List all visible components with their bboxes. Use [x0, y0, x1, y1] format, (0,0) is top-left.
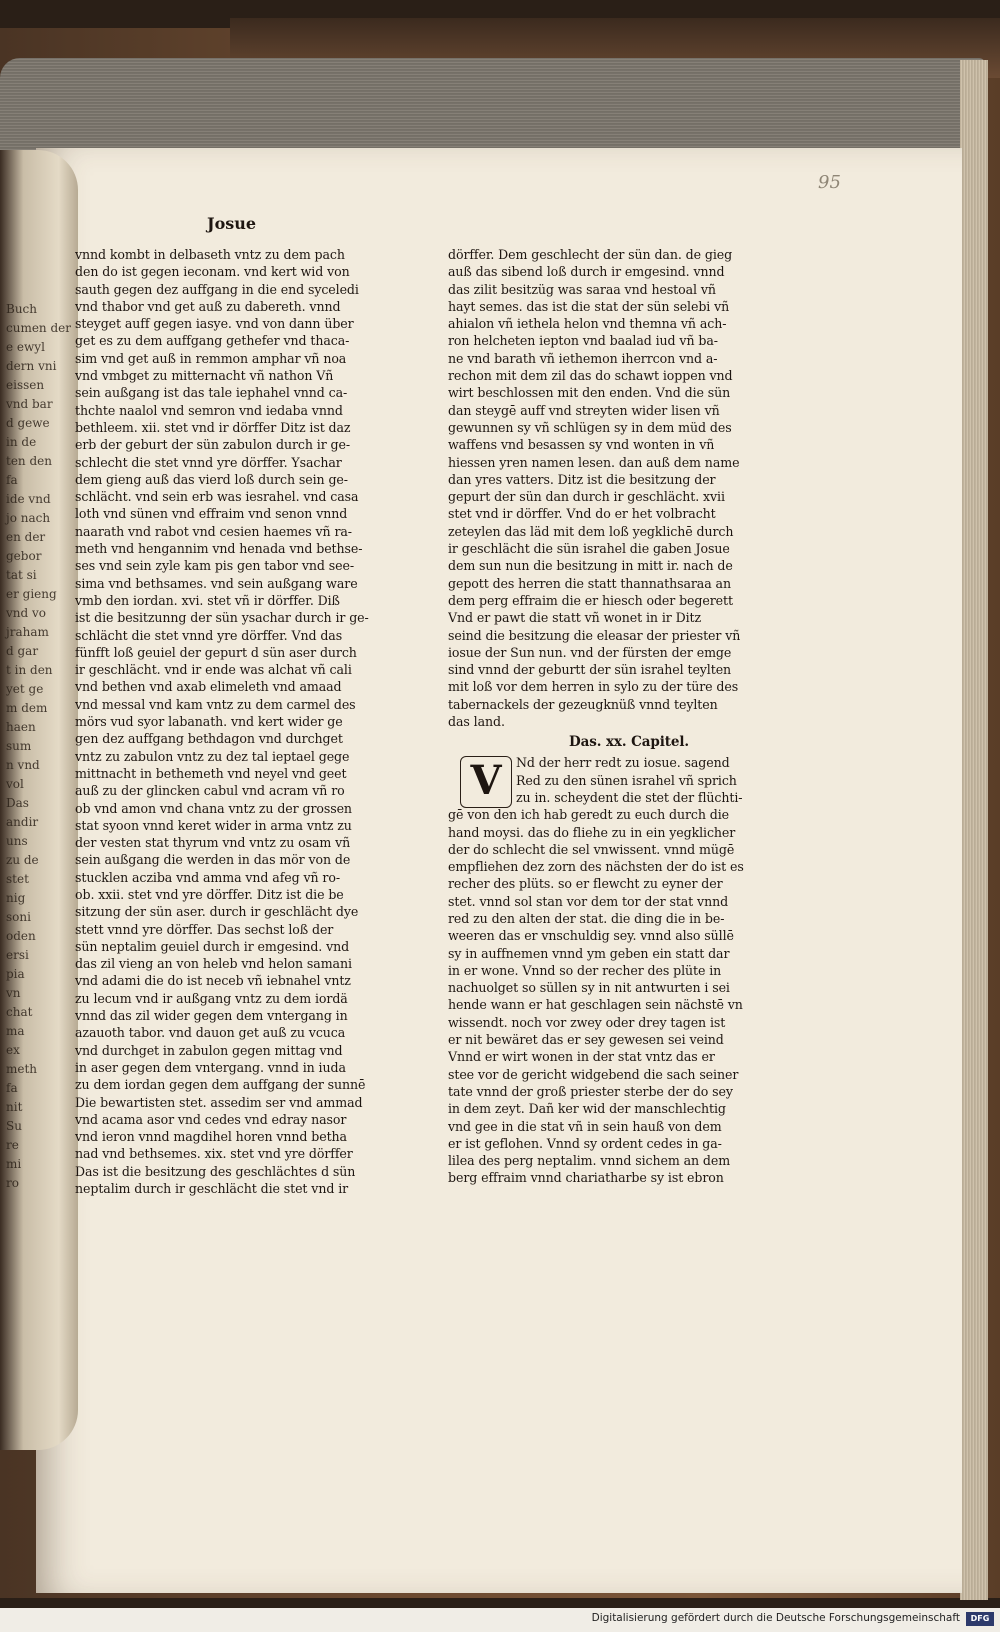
text-line: sima vnd bethsames. vnd sein außgang ware	[75, 575, 358, 591]
text-line: gepurt der sün dan durch ir geschlächt. xvii	[448, 489, 725, 505]
text-line: mittnacht in bethemeth vnd neyel vnd geet	[75, 765, 347, 781]
left-page-fragment: chat	[6, 1005, 33, 1019]
left-page-fragment: andir	[6, 815, 39, 829]
text-line: vnd bethen vnd axab elimeleth vnd amaad	[75, 679, 342, 695]
chapter-body	[448, 754, 770, 1186]
left-page-fragment: pia	[6, 967, 25, 981]
right-text-column	[448, 246, 770, 1187]
text-line: neptalim durch ir geschlächt die stet vnd ir	[75, 1181, 349, 1197]
left-page-fragment: fa	[6, 473, 18, 487]
left-page-fragment: dern vni	[6, 359, 57, 373]
left-page-curl	[0, 150, 78, 1450]
text-line: ses vnd sein zyle kam pis gen tabor vnd see-	[75, 558, 354, 574]
text-line: berg effraim vnnd chariatharbe sy ist ebron	[448, 1170, 724, 1186]
left-page-fragment: re	[6, 1138, 19, 1152]
dfg-logo: DFG	[966, 1612, 994, 1626]
text-line: red zu den alten der stat. die ding die in be-	[448, 910, 725, 926]
left-page-fragment: ro	[6, 1176, 19, 1190]
text-line: tabernackels der gezeugknüß vnnd teylten	[448, 696, 718, 712]
text-line: stet. vnnd sol stan vor dem tor der stat vnnd	[448, 893, 729, 909]
text-line: zeteylen das läd mit dem loß yegklichē durch	[448, 523, 734, 539]
text-line: zu lecum vnd ir außgang vntz zu dem iordä	[75, 990, 348, 1006]
left-page-fragment: ma	[6, 1024, 25, 1038]
text-line: meth vnd hengannim vnd henada vnd bethse-	[75, 541, 363, 557]
fore-edge	[960, 60, 988, 1600]
left-page-fragment: d gar	[6, 644, 39, 658]
text-line: stee vor de gericht widgebend die sach seiner	[448, 1066, 739, 1082]
text-line: schlächt die stet vnnd yre dörffer. Vnd das	[75, 627, 343, 643]
text-line: dem sun nun die besitzung in mitt ir. nach de	[448, 558, 733, 574]
text-line: in aser gegen dem vntergang. vnnd in iuda	[75, 1059, 346, 1075]
text-line: stat syoon vnnd keret wider in arma vntz zu	[75, 817, 352, 833]
text-line: steyget auff gegen iasye. vnd von dann über	[75, 316, 354, 332]
text-line: hiessen yren namen lesen. dan auß dem name	[448, 454, 740, 470]
text-line: vnd thabor vnd get auß zu dabereth. vnnd	[75, 298, 341, 314]
text-line: Das ist die besitzung des geschlächtes d sün	[75, 1163, 356, 1179]
left-page-fragment: yet ge	[6, 682, 44, 696]
text-line: waffens vnd besassen sy vnd wonten in vñ	[448, 437, 715, 453]
text-line: vmb den iordan. xvi. stet vñ ir dörffer. Diß	[75, 592, 340, 608]
text-line: hayt semes. das ist die stat der sün selebi vñ	[448, 298, 730, 314]
left-page-fragment: jraham	[6, 625, 49, 639]
page-edges	[0, 58, 985, 158]
text-line: in er wone. Vnnd so der recher des plüte in	[448, 962, 722, 978]
left-page-fragment: vnd bar	[6, 397, 53, 411]
text-line: vnd acama asor vnd cedes vnd edray nasor	[75, 1111, 347, 1127]
text-line: ob vnd amon vnd chana vntz zu der grossen	[75, 800, 352, 816]
text-line: gē von den ich hab geredt zu euch durch die	[448, 807, 730, 823]
text-line: empfliehen dez zorn des nächsten der do ist es	[448, 859, 744, 875]
text-line: mit loß vor dem herren in sylo zu der türe des	[448, 679, 739, 695]
text-line: wissendt. noch vor zwey oder drey tagen ist	[448, 1014, 726, 1030]
text-line: loth vnd sünen vnd effraim vnd senon vnnd	[75, 506, 348, 522]
left-page-fragment: Su	[6, 1119, 22, 1133]
text-line: vnd gee in die stat vñ in sein hauß von dem	[448, 1118, 722, 1134]
left-page-fragment: ten den	[6, 454, 52, 468]
text-line: das land.	[448, 714, 505, 730]
text-line: gen dez auffgang bethdagon vnd durchget	[75, 731, 343, 747]
text-line: fünfft loß geuiel der gepurt d sün aser durch	[75, 644, 357, 660]
text-line: recher des plüts. so er flewcht zu eyner der	[448, 876, 723, 892]
text-line: sauth gegen dez auffgang in die end syceledi	[75, 281, 359, 297]
chapter-text	[448, 754, 770, 1186]
text-line: seind die besitzung die eleasar der priester vñ	[448, 627, 741, 643]
left-page-fragment: en der	[6, 530, 46, 544]
text-line: weeren das er vnschuldig sey. vnnd also süllē	[448, 928, 734, 944]
text-line: dan yres vatters. Ditz ist die besitzung der	[448, 471, 716, 487]
text-line: sein außgang ist das tale iephahel vnnd ca-	[75, 385, 348, 401]
text-line: sitzung der sün aser. durch ir geschlächt dye	[75, 904, 359, 920]
left-page-fragment: cumen der	[6, 321, 71, 335]
left-page-fragment: e ewyl	[6, 340, 45, 354]
text-line: wirt beschlossen mit den enden. Vnd die sün	[448, 385, 731, 401]
text-line: vnd messal vnd kam vntz zu dem carmel des	[75, 696, 356, 712]
text-line: zu dem iordan gegen dem auffgang der sunnē	[75, 1077, 366, 1093]
left-page-fragment: Buch	[6, 302, 37, 316]
text-line: ir geschlächt. vnd ir ende was alchat vñ cali	[75, 662, 352, 678]
left-page-fragment: sum	[6, 739, 32, 753]
text-line: in dem zeyt. Dañ ker wid der manschlechtig	[448, 1101, 726, 1117]
left-page-fragment: m dem	[6, 701, 48, 715]
running-head: Josue	[207, 214, 257, 233]
text-line: Vnd er pawt die statt vñ wonet in ir Ditz	[448, 610, 701, 626]
left-page-fragment: haen	[6, 720, 36, 734]
left-page-fragment: tat si	[6, 568, 37, 582]
text-line: schlecht die stet vnnd yre dörffer. Ysachar	[75, 454, 342, 470]
text-line: auß das sibend loß durch ir emgesind. vnnd	[448, 264, 725, 280]
text-line: ahialon vñ iethela helon vnd themna vñ ach-	[448, 316, 727, 332]
left-page-fragment: zu de	[6, 853, 39, 867]
text-line: ir geschlächt die sün israhel die gaben Josue	[448, 541, 730, 557]
left-page-fragment: uns	[6, 834, 28, 848]
text-line: azauoth tabor. vnd dauon get auß zu vcuca	[75, 1025, 346, 1041]
left-page-fragment: vn	[6, 986, 21, 1000]
left-page-fragment: ex	[6, 1043, 20, 1057]
text-line: vnd ieron vnnd magdihel horen vnnd betha	[75, 1129, 347, 1145]
left-page-fragment: er gieng	[6, 587, 57, 601]
text-line: sim vnd get auß in remmon amphar vñ noa	[75, 350, 347, 366]
text-line: dan steygē auff vnd streyten wider lisen vñ	[448, 402, 720, 418]
text-line: hende wann er hat geschlagen sein nächstē vn	[448, 997, 743, 1013]
text-line: Die bewartisten stet. assedim ser vnd ammad	[75, 1094, 363, 1110]
text-line: der do schlecht die sel vnwissent. vnnd mügē	[448, 841, 735, 857]
left-page-fragment: mi	[6, 1157, 22, 1171]
text-line: stett vnnd yre dörffer. Das sechst loß der	[75, 921, 334, 937]
left-text-column	[75, 246, 405, 1197]
footer-bar	[0, 1608, 1000, 1632]
left-page-fragment: ide vnd	[6, 492, 51, 506]
text-line: sün neptalim geuiel durch ir emgesind. vnd	[75, 938, 350, 954]
text-line: erb der geburt der sün zabulon durch ir ge-	[75, 437, 350, 453]
text-line: der vesten stat thyrum vnd vntz zu osam vñ	[75, 835, 351, 851]
text-line: den do ist gegen ieconam. vnd kert wid von	[75, 264, 350, 280]
text-line: sein außgang die werden in das mör von de	[75, 852, 351, 868]
left-page-fragment: stet	[6, 872, 29, 886]
left-page-fragment: Das	[6, 796, 29, 810]
text-line: ne vnd barath vñ iethemon iherrcon vnd a-	[448, 350, 718, 366]
text-line: tate vnnd der groß priester sterbe der do sey	[448, 1083, 733, 1099]
text-line: rechon mit dem zil das do schawt ioppen vnd	[448, 368, 733, 384]
left-page-fragment: vnd vo	[6, 606, 47, 620]
text-line: dörffer. Dem geschlecht der sün dan. de gieg	[448, 247, 733, 262]
text-line: sind vnnd der geburtt der sün israhel teylten	[448, 662, 732, 678]
text-line: nachuolget so süllen sy in nit antwurten i sei	[448, 980, 730, 996]
text-line: stet vnd ir dörffer. Vnd do er het volbracht	[448, 506, 716, 522]
text-line: Nd der herr redt zu iosue. sagend	[516, 755, 730, 771]
text-line: ron helcheten iepton vnd baalad iud vñ ba-	[448, 333, 718, 349]
text-line: thchte naalol vnd semron vnd iedaba vnnd	[75, 402, 343, 418]
left-page-fragment: vol	[6, 777, 24, 791]
text-line: iosue der Sun nun. vnd der fürsten der emge	[448, 644, 732, 660]
text-line: mörs vud syor labanath. vnd kert wider ge	[75, 714, 343, 730]
left-page-fragment: nig	[6, 891, 26, 905]
left-page-fragment: in de	[6, 435, 37, 449]
text-line: naarath vnd rabot vnd cesien haemes vñ ra-	[75, 523, 352, 539]
text-line: lilea des perg neptalim. vnnd sichem an dem	[448, 1153, 731, 1169]
left-page-fragments	[6, 300, 76, 1193]
text-line: ist die besitzunng der sün ysachar durch ir ge-	[75, 610, 369, 626]
text-line: dem gieng auß das vierd loß durch sein ge-	[75, 471, 348, 487]
text-line: das zilit besitzüg was saraa vnd hestoal vñ	[448, 281, 716, 297]
text-line: schlächt. vnd sein erb was iesrahel. vnd casa	[75, 489, 359, 505]
text-line: vnd vmbget zu mitternacht vñ nathon Vñ	[75, 368, 334, 384]
text-line: er ist geflohen. Vnnd sy ordent cedes in ga-	[448, 1135, 722, 1151]
text-line: ob. xxii. stet vnd yre dörffer. Ditz ist die be	[75, 886, 344, 902]
left-page-fragment: nit	[6, 1100, 23, 1114]
text-line: gewunnen sy vñ schlügen sy in dem müd des	[448, 419, 732, 435]
text-line: Vnnd er wirt wonen in der stat vntz das er	[448, 1049, 715, 1065]
left-page-fragment: eissen	[6, 378, 45, 392]
text-line: nad vnd bethsemes. xix. stet vnd yre dörffer	[75, 1146, 353, 1162]
text-line: das zil vieng an von heleb vnd helon samani	[75, 956, 352, 972]
text-line: vnd durchget in zabulon gegen mittag vnd	[75, 1042, 343, 1058]
left-page-fragment: n vnd	[6, 758, 40, 772]
text-line: vnnd das zil wider gegen dem vntergang in	[75, 1008, 348, 1024]
text-line: vnd adami die do ist neceb vñ iebnahel vntz	[75, 973, 351, 989]
text-line: vnnd kombt in delbaseth vntz zu dem pach	[75, 247, 345, 262]
left-page-fragment: d gewe	[6, 416, 50, 430]
right-column-top-text	[448, 246, 770, 730]
chapter-heading: Das. xx. Capitel.	[569, 734, 689, 751]
left-page-fragment: soni	[6, 910, 31, 924]
text-line: er nit bewäret das er sey gewesen sei veind	[448, 1032, 724, 1048]
decorated-initial: V	[460, 756, 512, 808]
left-page-fragment: ersi	[6, 948, 29, 962]
text-line: zu in. scheydent die stet der flüchti-	[516, 789, 743, 805]
text-line: auß zu der glincken cabul vnd acram vñ ro	[75, 783, 345, 799]
text-line: gepott des herren die statt thannathsaraa an	[448, 575, 731, 591]
text-line: hand moysi. das do fliehe zu in ein yegklicher	[448, 824, 736, 840]
text-line: dem perg effraim die er hiesch oder begerett	[448, 592, 733, 608]
left-page-fragment: t in den	[6, 663, 53, 677]
left-page-fragment: meth	[6, 1062, 38, 1076]
text-line: get es zu dem auffgang gethefer vnd thaca-	[75, 333, 350, 349]
left-page-fragment: oden	[6, 929, 36, 943]
folio-number: 95	[818, 172, 841, 193]
left-page-fragment: fa	[6, 1081, 18, 1095]
footer-credit: Digitalisierung gefördert durch die Deutsche Forschungsgemeinschaft	[591, 1612, 960, 1624]
text-line: stucklen acziba vnd amma vnd afeg vñ ro-	[75, 869, 340, 885]
text-line: vntz zu zabulon vntz zu dez tal ieptael gege	[75, 748, 350, 764]
left-page-fragment: gebor	[6, 549, 42, 563]
text-line: bethleem. xii. stet vnd ir dörffer Ditz ist daz	[75, 419, 351, 435]
text-line: Red zu den sünen israhel vñ sprich	[516, 772, 737, 788]
text-line: sy in auffnemen vnnd ym geben ein statt dar	[448, 945, 730, 961]
left-page-fragment: jo nach	[6, 511, 51, 525]
